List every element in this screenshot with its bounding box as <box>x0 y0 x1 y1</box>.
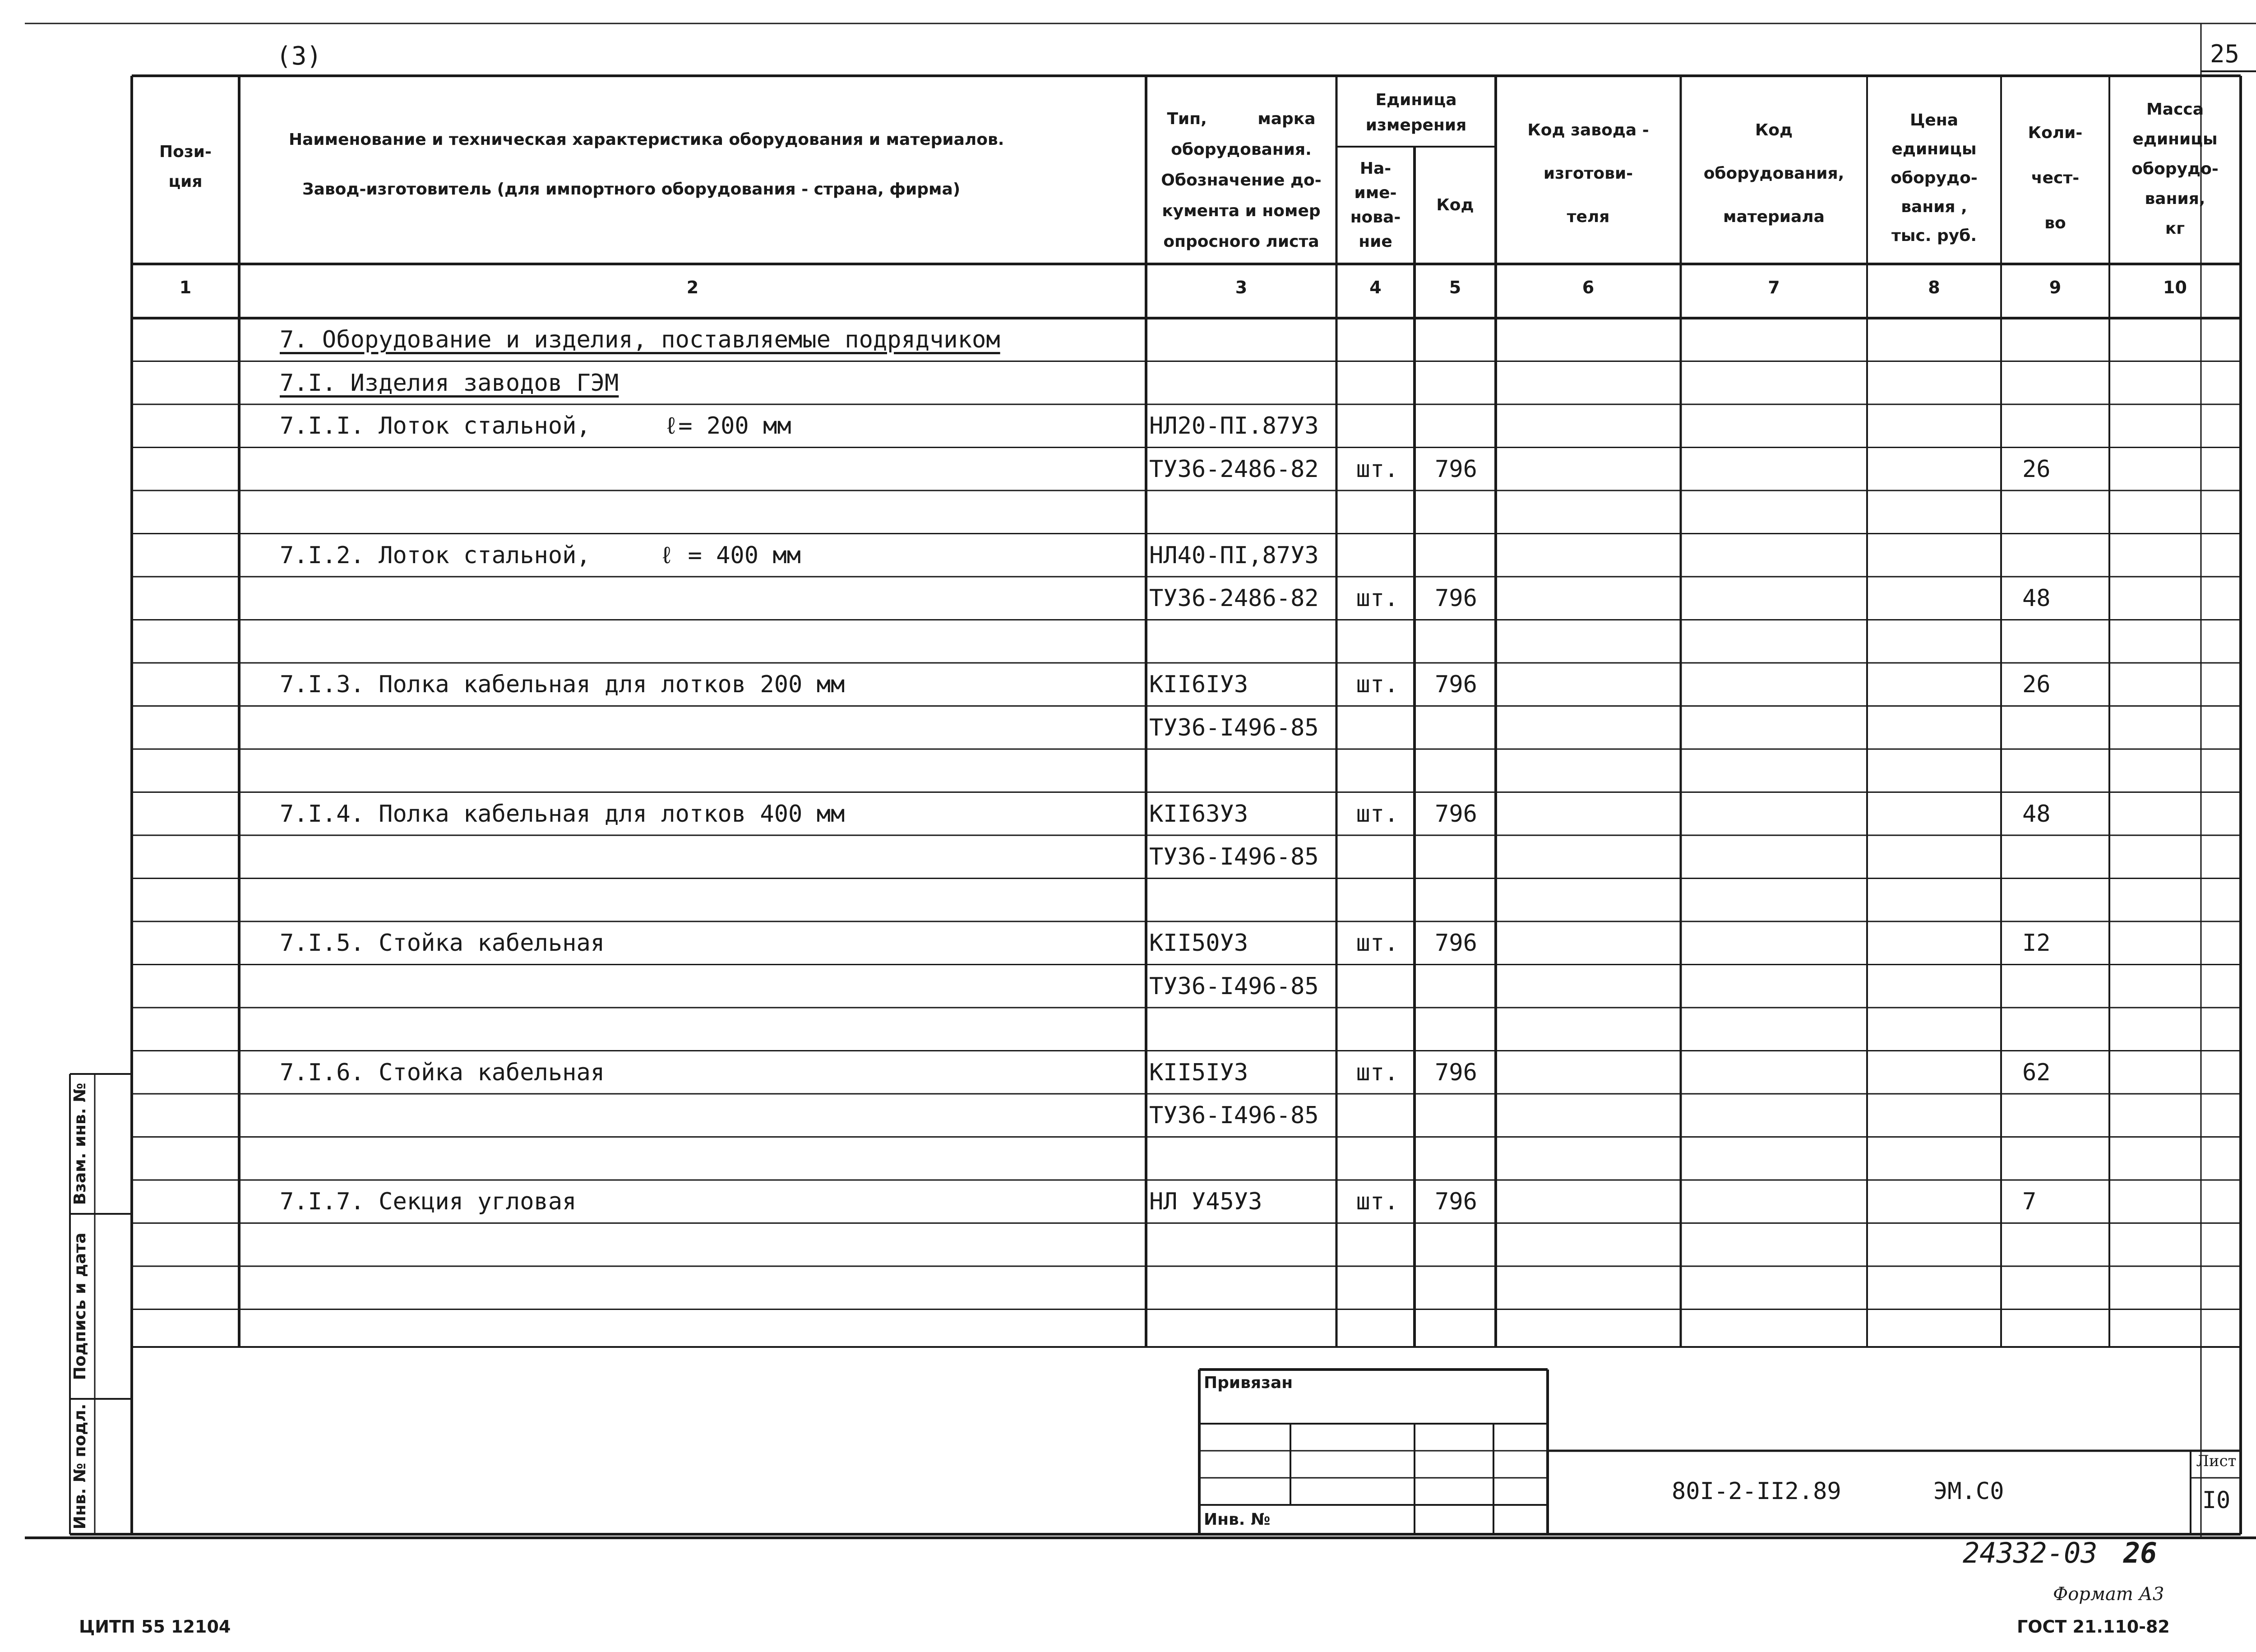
item-name: 7.I.I. Лоток стальной, <box>280 412 591 440</box>
item-type: ТУ36-I496-85 <box>1149 714 1319 741</box>
header-factory-l2: изготови- <box>1543 164 1633 183</box>
gost-label: ГОСТ 21.110-82 <box>2017 1617 2170 1637</box>
item-quantity: 62 <box>2022 1059 2051 1086</box>
header-price-l1: Цена <box>1910 111 1958 130</box>
header-unit-line1: Единица <box>1375 91 1457 109</box>
item-name: 7.I.6. Стойка кабельная <box>280 1059 605 1086</box>
header-factory-code <box>1496 90 1681 257</box>
header-mass-l4: вания, <box>2145 190 2205 208</box>
column-number: 1 <box>179 278 192 297</box>
stamp-signature-date: Подпись и дата <box>71 1232 89 1380</box>
column-number: 10 <box>2163 278 2187 297</box>
table-row <box>132 1310 2241 1353</box>
header-unit-name-l3: нова- <box>1350 208 1401 227</box>
header-position-line1: Пози- <box>159 143 212 161</box>
table-row <box>132 835 2241 879</box>
table-row <box>132 1137 2241 1180</box>
table-row <box>132 1008 2241 1051</box>
column-number: 7 <box>1768 278 1780 297</box>
item-name: 7. Оборудование и изделия, поставляемые подрядчиком <box>280 326 1000 353</box>
column-number: 3 <box>1235 278 1248 297</box>
item-quantity: 48 <box>2022 585 2051 612</box>
header-equipment-l1: Код <box>1755 121 1793 139</box>
header-unit-line2: измерения <box>1365 116 1467 134</box>
item-type: ТУ36-2486-82 <box>1149 455 1319 483</box>
item-type: ТУ36-I496-85 <box>1149 843 1319 870</box>
table-row <box>132 792 2241 836</box>
table-row <box>132 1180 2241 1223</box>
header-price-l4: вания , <box>1901 198 1967 216</box>
table-row <box>132 404 2241 448</box>
header-equipment-l2: оборудования, <box>1703 164 1845 183</box>
header-type-line4: кумента и номер <box>1162 202 1321 220</box>
item-type: КII63У3 <box>1149 800 1248 828</box>
table-row <box>132 1266 2241 1310</box>
item-name: 7.I. Изделия заводов ГЭМ <box>280 369 619 397</box>
item-code: 796 <box>1435 800 1477 828</box>
item-name: 7.I.2. Лоток стальной, <box>280 541 591 569</box>
header-type-line3: Обозначение до- <box>1161 171 1322 190</box>
column-number: 9 <box>2049 278 2062 297</box>
header-mass-l5: кг <box>2165 219 2185 238</box>
item-name: 7.I.3. Полка кабельная для лотков 200 мм <box>280 671 845 698</box>
sheet-label: Лист <box>2196 1452 2237 1470</box>
item-quantity: 26 <box>2022 455 2051 483</box>
column-number: 6 <box>1582 278 1595 297</box>
header-unit-code: Код <box>1436 196 1474 214</box>
table-row <box>132 491 2241 534</box>
column-number: 5 <box>1449 278 1461 297</box>
item-type: КII5IУ3 <box>1149 1059 1248 1086</box>
table-row <box>132 577 2241 620</box>
header-unit-group <box>1336 81 1496 144</box>
header-factory-l1: Код завода - <box>1527 121 1649 139</box>
handwritten-number-code: 24332-03 <box>1963 1536 2098 1569</box>
table-row <box>132 318 2241 361</box>
item-quantity: 7 <box>2022 1188 2037 1215</box>
item-unit: шт. <box>1356 671 1399 698</box>
table-row <box>132 749 2241 792</box>
header-type-line5: опросного листа <box>1163 232 1319 251</box>
table-row <box>132 1094 2241 1137</box>
table-row <box>132 534 2241 577</box>
item-length: ℓ= 200 мм <box>664 412 791 440</box>
table-row <box>132 1223 2241 1267</box>
item-unit: шт. <box>1356 455 1399 483</box>
item-type: НЛ40-ПI,87У3 <box>1149 541 1319 569</box>
header-quantity-l2: чест- <box>2031 169 2080 187</box>
item-name: 7.I.7. Секция угловая <box>280 1188 577 1215</box>
item-quantity: 26 <box>2022 671 2051 698</box>
header-price <box>1867 97 2001 259</box>
header-quantity-l1: Коли- <box>2028 124 2083 142</box>
table-row <box>132 706 2241 750</box>
table-row <box>132 361 2241 405</box>
item-code: 796 <box>1435 930 1477 957</box>
table-row <box>132 879 2241 922</box>
header-unit-name-l2: име- <box>1354 184 1397 202</box>
header-unit-name-l1: На- <box>1359 159 1392 178</box>
header-mass-l2: единицы <box>2132 130 2218 148</box>
handwritten-number <box>1963 1536 2157 1569</box>
item-code: 796 <box>1435 585 1477 612</box>
column-number: 4 <box>1369 278 1382 297</box>
item-code: 796 <box>1435 1188 1477 1215</box>
header-name <box>253 115 1137 214</box>
table-row <box>132 663 2241 706</box>
item-type: ТУ36-I496-85 <box>1149 972 1319 1000</box>
handwritten-sheet: 26 <box>2123 1536 2157 1569</box>
column-number: 8 <box>1928 278 1940 297</box>
stamp-replaced-inv: Взам. инв. № <box>71 1083 89 1205</box>
item-type: НЛ У45У3 <box>1149 1188 1262 1215</box>
stamp-original-inv: Инв. № подл. <box>71 1403 89 1530</box>
header-quantity <box>2001 97 2109 259</box>
header-type-line1: Тип, марка <box>1167 110 1316 128</box>
header-unit-name-l4: ние <box>1359 232 1392 251</box>
item-type: КII6IУ3 <box>1149 671 1248 698</box>
header-price-l5: тыс. руб. <box>1891 227 1977 245</box>
item-unit: шт. <box>1356 800 1399 828</box>
item-quantity: I2 <box>2022 930 2051 957</box>
left-code: ЦИТП 55 12104 <box>79 1617 231 1637</box>
item-type: ТУ36-2486-82 <box>1149 585 1319 612</box>
header-position <box>132 122 239 212</box>
item-unit: шт. <box>1356 930 1399 957</box>
item-type: НЛ20-ПI.87У3 <box>1149 412 1319 440</box>
header-equipment-l3: материала <box>1723 208 1825 226</box>
title-privyazan: Привязан <box>1204 1374 1293 1392</box>
header-quantity-l3: во <box>2044 214 2066 232</box>
title-inv-no: Инв. № <box>1204 1510 1271 1529</box>
item-quantity: 48 <box>2022 800 2051 828</box>
table-row <box>132 620 2241 663</box>
item-code: 796 <box>1435 455 1477 483</box>
item-unit: шт. <box>1356 1059 1399 1086</box>
doc-mark: ЭМ.С0 <box>1933 1478 2004 1505</box>
item-code: 796 <box>1435 671 1477 698</box>
header-mass-l3: оборудо- <box>2131 160 2219 178</box>
sheet-ref: (3) <box>276 42 322 71</box>
header-price-l2: единицы <box>1891 140 1977 158</box>
format-label: Формат А3 <box>2053 1584 2164 1605</box>
column-number: 2 <box>686 278 699 297</box>
header-position-line2: ция <box>168 172 203 191</box>
header-factory-l3: теля <box>1567 208 1610 226</box>
header-name-line2: Завод-изготовитель (для импортного оборудования - страна, фирма) <box>302 180 961 199</box>
item-unit: шт. <box>1356 585 1399 612</box>
page-number: 25 <box>2210 40 2240 68</box>
doc-code: 80I-2-II2.89 <box>1672 1478 1841 1505</box>
item-type: КII50У3 <box>1149 930 1248 957</box>
item-unit: шт. <box>1356 1188 1399 1215</box>
item-code: 796 <box>1435 1059 1477 1086</box>
item-type: ТУ36-I496-85 <box>1149 1102 1319 1129</box>
header-name-line1: Наименование и техническая характеристика оборудования и материалов. <box>289 130 1004 149</box>
header-mass-l1: Масса <box>2146 100 2204 119</box>
item-length: ℓ = 400 мм <box>660 541 801 569</box>
header-type-line2: оборудования. <box>1171 140 1312 159</box>
header-price-l3: оборудо- <box>1891 169 1978 187</box>
table-row <box>132 921 2241 965</box>
sheet-number: I0 <box>2202 1487 2231 1514</box>
item-name: 7.I.4. Полка кабельная для лотков 400 мм <box>280 800 845 828</box>
item-name: 7.I.5. Стойка кабельная <box>280 930 605 957</box>
header-type <box>1146 97 1336 264</box>
header-mass <box>2109 86 2241 253</box>
table-row <box>132 448 2241 491</box>
table-row <box>132 965 2241 1008</box>
header-equipment-code <box>1681 90 1867 257</box>
header-unit-name <box>1336 149 1415 262</box>
table-row <box>132 1051 2241 1094</box>
